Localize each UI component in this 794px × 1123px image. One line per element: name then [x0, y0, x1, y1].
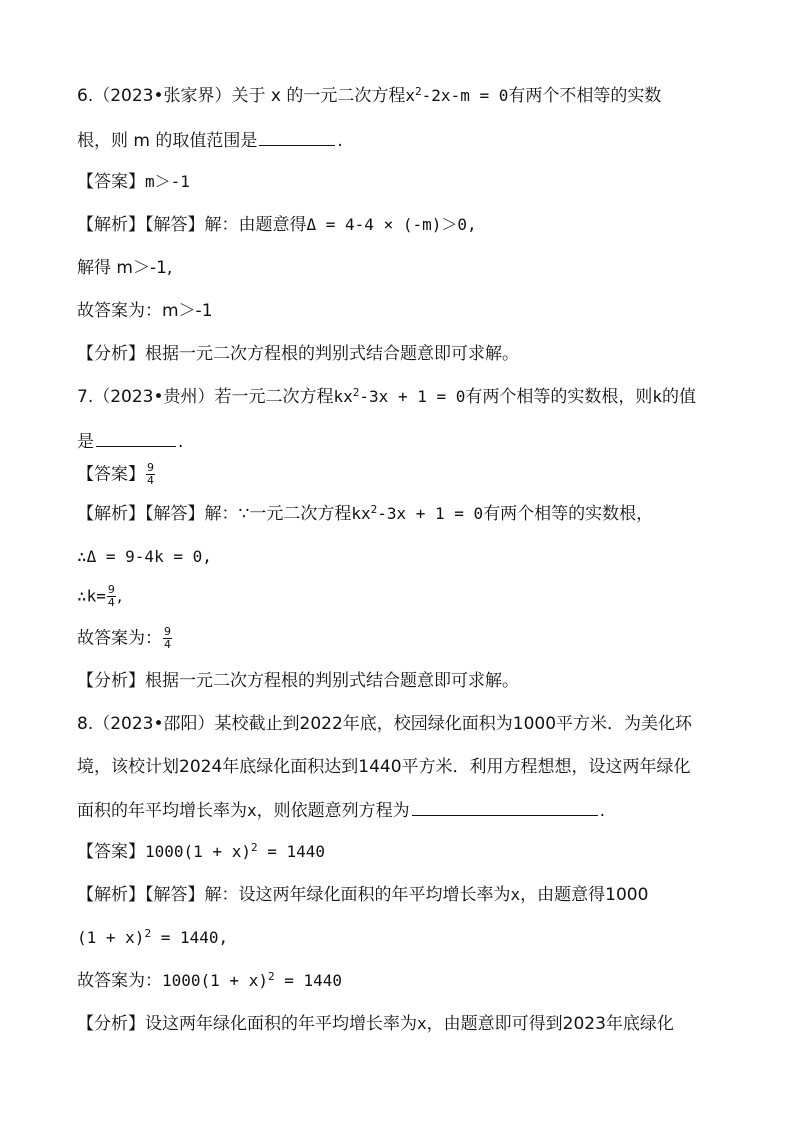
q7-fenxi: 【分析】根据一元二次方程根的判别式结合题意即可求解。	[77, 671, 519, 691]
q6-step2: 解得 m＞-1,	[77, 258, 173, 278]
q8-fenxi: 【分析】设这两年绿化面积的年平均增长率为x，由题意即可得到2023年底绿化	[77, 1014, 674, 1034]
analysis-label: 【解析】【解答】	[77, 215, 205, 235]
q7-stem-line2: 是 .	[77, 428, 757, 454]
q8-stem-line3: 面积的年平均增长率为x，则依题意列方程为 .	[77, 797, 757, 823]
q7-answer-fraction: $\frac{9}{4}$	[147, 461, 154, 487]
q8-stem-line1: 8.（2023•邵阳）某校截止到2022年底，校园绿化面积为1000平方米．为美化环	[77, 714, 693, 734]
q6-analysis: 【解析】【解答】解：由题意得Δ = 4-4 × (-m)＞0,	[77, 215, 477, 235]
q6-answer	[77, 170, 757, 194]
q7-step2: ∴Δ = 9-4k = 0,	[77, 547, 212, 566]
analysis-label: 【解析】【解答】	[77, 504, 205, 524]
q7-answer-blank	[96, 428, 176, 447]
q6-fenxi: 【分析】根据一元二次方程根的判别式结合题意即可求解。	[77, 344, 519, 364]
fenxi-label: 【分析】	[77, 671, 145, 691]
fenxi-label: 【分析】	[77, 1014, 145, 1034]
q7-k-fraction: $\frac{9}{4}$	[107, 583, 115, 609]
q7-analysis: 【解析】【解答】解：∵一元二次方程$kx^2-3x + 1 = 0$有两个相等的实数根，	[77, 503, 654, 524]
analysis-label: 【解析】【解答】	[77, 885, 205, 905]
q6-equation: $x^2-2x-m = 0$	[405, 85, 509, 105]
q8-analysis: 【解析】【解答】解：设这两年绿化面积的年平均增长率为x，由题意得1000	[77, 885, 649, 905]
q7-step3: ∴k= $\frac{9}{4}$ ,	[77, 583, 123, 609]
q6-stem-line2: 根，则 m 的取值范围是 .	[77, 127, 757, 153]
q8-analysis-line2: $(1 + x)^2 = 1440$,	[77, 927, 229, 947]
q7-equation: $kx^2-3x + 1 = 0$	[333, 386, 466, 406]
fenxi-label: 【分析】	[77, 344, 145, 364]
answer-label: 【答案】	[77, 172, 145, 192]
q6-step3: 故答案为：m＞-1	[77, 301, 213, 321]
q8-answer	[77, 840, 757, 864]
answer-label: 【答案】	[77, 842, 145, 862]
q7-step4: 故答案为： $\frac{9}{4}$	[77, 625, 171, 651]
q8-answer-equation: $1000(1 + x)^2 = 1440$	[145, 841, 326, 861]
q6-answer-value: m＞-1	[145, 172, 190, 191]
q8-answer-blank	[412, 797, 598, 816]
q6-stem-line1: 6.（2023•张家界）关于 x 的一元二次方程$x^2-2x-m = 0$有两个不相等的实数	[77, 85, 662, 106]
q8-step3: 故答案为：$1000(1 + x)^2 = 1440$	[77, 970, 343, 991]
q7-answer	[77, 462, 757, 487]
q7-stem-line1: 7.（2023•贵州）若一元二次方程$kx^2-3x + 1 = 0$有两个相等的实数根，则k的值	[77, 386, 697, 407]
q6-stem-text: 6.（2023•张家界）关于 x 的一元二次方程	[77, 86, 406, 106]
q8-stem-line2: 境，该校计划2024年底绿化面积达到1440平方米．利用方程想想，设这两年绿化	[77, 757, 691, 777]
q7-final-fraction: $\frac{9}{4}$	[164, 625, 171, 651]
q6-answer-blank	[259, 127, 335, 146]
answer-label: 【答案】	[77, 464, 145, 485]
